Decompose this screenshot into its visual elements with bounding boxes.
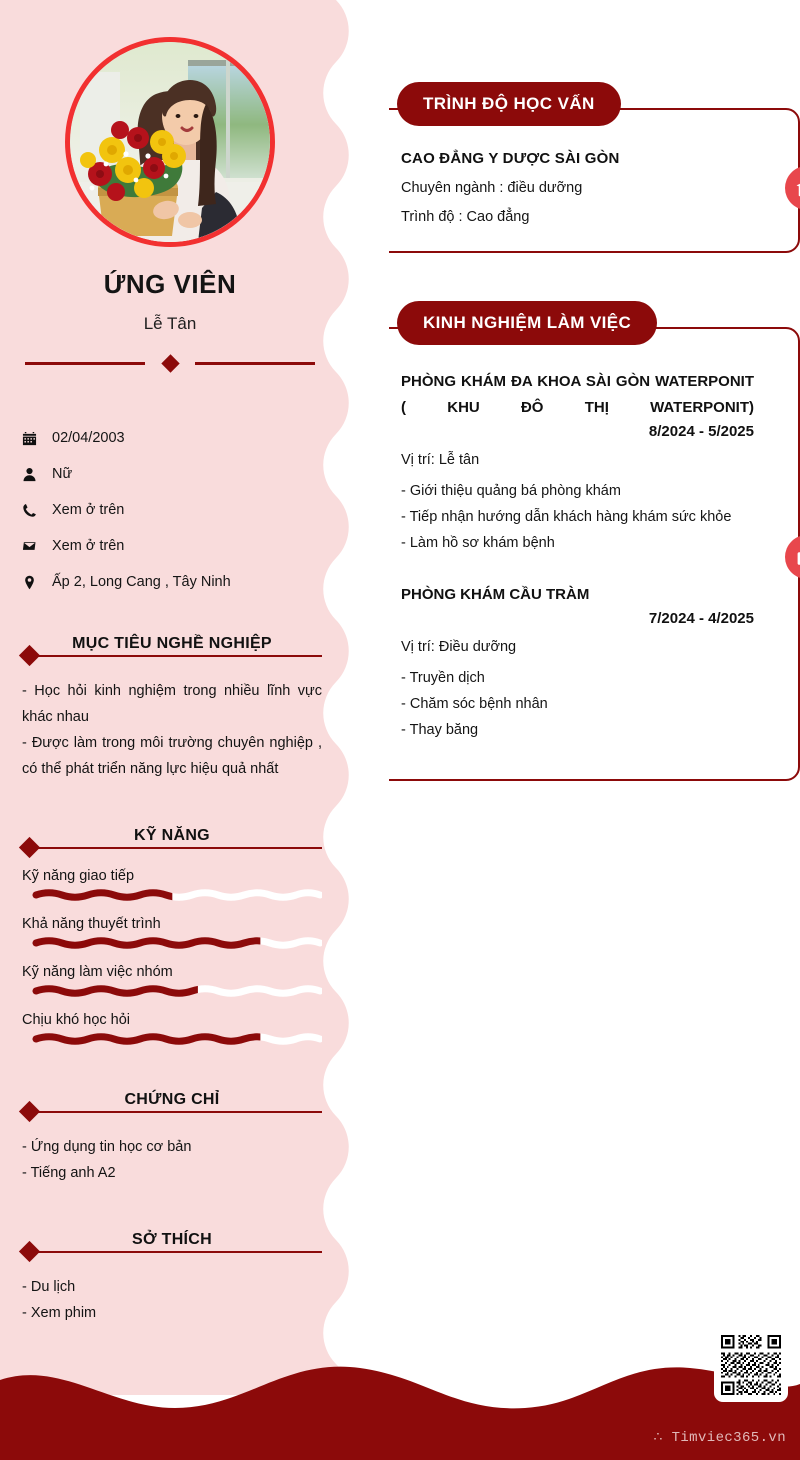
skill-label: Chịu khó học hỏi: [22, 1012, 131, 1028]
skill-bar-graphic: [22, 984, 322, 998]
section-rule: [31, 1251, 322, 1254]
education-major: Chuyên ngành : điều dưỡng: [401, 180, 583, 196]
skill-label: Kỹ năng giao tiếp: [22, 868, 135, 884]
section-title: MỤC TIÊU NGHỀ NGHIỆP: [72, 635, 272, 652]
section-rule: [31, 847, 322, 850]
job-duties: [401, 665, 754, 743]
skill-bar-graphic: [22, 1032, 322, 1046]
section-rule: [31, 1111, 322, 1114]
phone-icon: [22, 503, 44, 518]
divider-line-right: [195, 362, 315, 365]
objective-line: - Học hỏi kinh nghiệm trong nhiều lĩnh vực khác nhau: [22, 683, 322, 725]
job-duty: - Truyền dịch: [401, 670, 485, 686]
candidate-role: Lễ Tân: [143, 314, 197, 333]
contact-item-address: [22, 574, 340, 590]
name-divider: [25, 354, 315, 372]
section-header: [22, 1078, 322, 1118]
contact-text: Xem ở trên: [52, 538, 125, 554]
avatar-image: [70, 42, 270, 242]
certificate-body: [22, 1134, 322, 1186]
section-rule: [31, 655, 322, 658]
job-company: PHÒNG KHÁM CẦU TRÀM: [401, 586, 590, 603]
skill-bar: [22, 1032, 322, 1046]
person-icon: [22, 467, 44, 482]
contact-text: 02/04/2003: [52, 430, 125, 446]
calendar-icon: [22, 431, 44, 446]
mail-icon: [22, 539, 44, 554]
divider-diamond: [161, 354, 179, 372]
section-header: [22, 1218, 322, 1258]
qr-code: [714, 1328, 788, 1402]
main-column: [375, 0, 800, 825]
job-entry: [401, 582, 754, 743]
experience-block: [375, 301, 800, 781]
job-duty: - Làm hồ sơ khám bệnh: [401, 535, 555, 551]
briefcase-icon: [785, 535, 800, 579]
job-company: PHÒNG KHÁM ĐA KHOA SÀI GÒN WATERPONIT ( KHU ĐÔ THỊ WATERPONIT): [401, 373, 754, 416]
objective-body: [22, 678, 322, 782]
job-duty: - Thay băng: [401, 722, 479, 738]
skill-item: [22, 916, 322, 950]
skill-item: [22, 1012, 322, 1046]
section-hobbies: [22, 1218, 322, 1326]
experience-header: KINH NGHIỆM LÀM VIỆC: [397, 301, 657, 345]
job-position: Vị trí: Lễ tân: [401, 452, 480, 468]
graduation-cap-icon: [785, 166, 800, 210]
experience-card: [375, 327, 800, 781]
job-duty: - Giới thiệu quảng bá phòng khám: [401, 483, 621, 499]
job-position: Vị trí: Điều dưỡng: [401, 639, 517, 655]
skill-label: Khả năng thuyết trình: [22, 916, 161, 932]
education-block: [375, 82, 800, 253]
education-level: Trình độ : Cao đẳng: [401, 209, 530, 225]
job-date: 8/2024 - 5/2025: [648, 423, 754, 440]
certificate-item: - Tiếng anh A2: [22, 1165, 116, 1181]
job-duties: [401, 478, 754, 556]
contact-item-gender: [22, 466, 340, 482]
objective-line: - Được làm trong môi trường chuyên nghiệp , có thể phát triển năng lực hiệu quả nhất: [22, 735, 322, 777]
card-left-gap: [375, 327, 389, 369]
candidate-name: ỨNG VIÊN: [103, 269, 237, 299]
brand-watermark: ∴ Timviec365.vn: [653, 1430, 786, 1446]
qr-code-image: [719, 1333, 783, 1397]
education-header: TRÌNH ĐỘ HỌC VẤN: [397, 82, 621, 126]
job-duty: - Chăm sóc bệnh nhân: [401, 696, 548, 712]
section-header: [22, 814, 322, 854]
education-card: [375, 108, 800, 253]
sidebar: [0, 0, 380, 1395]
job-duty: - Tiếp nhận hướng dẫn khách hàng khám sức khỏe: [401, 509, 732, 525]
skill-bar: [22, 984, 322, 998]
section-objective: [22, 622, 322, 782]
skill-bar-graphic: [22, 936, 322, 950]
job-entry: [401, 369, 754, 556]
skill-bar-graphic: [22, 888, 322, 902]
card-left-gap-lower: [375, 369, 389, 781]
skill-item: [22, 964, 322, 998]
contact-text: Xem ở trên: [52, 502, 125, 518]
section-skills: [22, 814, 322, 1046]
hobby-item: - Xem phim: [22, 1305, 97, 1321]
section-title: SỞ THÍCH: [131, 1231, 213, 1248]
certificate-item: - Ứng dụng tin học cơ bản: [22, 1139, 192, 1155]
skill-bar: [22, 936, 322, 950]
contact-item-email: [22, 538, 340, 554]
section-title: KỸ NĂNG: [134, 827, 210, 844]
section-certificates: [22, 1078, 322, 1186]
divider-line-left: [25, 362, 145, 365]
skill-bar: [22, 888, 322, 902]
contact-item-birthday: [22, 430, 340, 446]
section-title: CHỨNG CHỈ: [124, 1091, 220, 1108]
skill-label: Kỹ năng làm việc nhóm: [22, 964, 173, 980]
hobby-body: [22, 1274, 322, 1326]
contact-text: Ấp 2, Long Cang , Tây Ninh: [52, 574, 231, 590]
contact-item-phone: [22, 502, 340, 518]
job-date: 7/2024 - 4/2025: [648, 610, 754, 627]
hobby-item: - Du lịch: [22, 1279, 76, 1295]
avatar: [65, 37, 275, 247]
skill-list: [22, 868, 322, 1046]
contact-list: [22, 430, 340, 590]
location-icon: [22, 575, 44, 590]
contact-text: Nữ: [52, 466, 73, 482]
section-header: [22, 622, 322, 662]
skill-item: [22, 868, 322, 902]
education-school: CAO ĐẲNG Y DƯỢC SÀI GÒN: [401, 150, 620, 167]
card-left-gap-lower: [375, 135, 389, 253]
